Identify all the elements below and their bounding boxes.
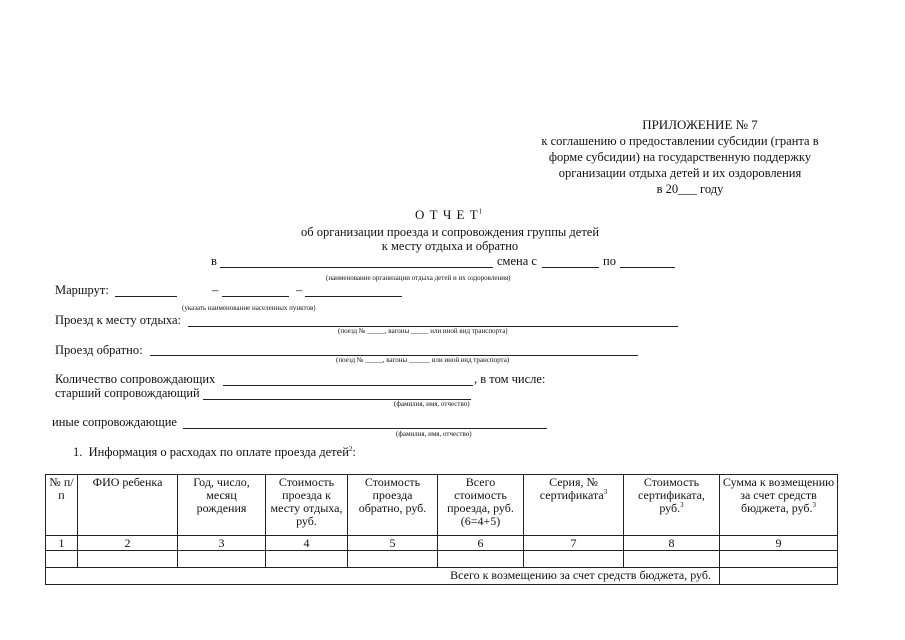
report-title xyxy=(415,208,483,222)
total-value-cell[interactable] xyxy=(720,568,838,585)
column-number: 4 xyxy=(266,536,348,551)
column-number: 1 xyxy=(46,536,78,551)
header-footnote: 3 xyxy=(680,501,684,509)
header-text: Год, число, месяц рождения xyxy=(193,475,250,515)
organization-field[interactable] xyxy=(220,267,493,268)
escort-count-field[interactable] xyxy=(223,385,473,386)
section-1-footnote: 2 xyxy=(348,444,353,453)
appendix-header xyxy=(520,117,840,197)
trip-to-hint: (поезд № _____, вагоны _____ или иной вид транспорта) xyxy=(338,327,508,335)
header-text: Всего стоимость проезда, руб. (6=4+5) xyxy=(447,475,514,528)
section-1-text: Информация о расходах по оплате проезда детей xyxy=(88,445,349,459)
column-number: 6 xyxy=(438,536,524,551)
header-cell xyxy=(78,475,178,536)
table-header-row xyxy=(46,475,838,536)
in-label: в xyxy=(211,254,217,268)
header-text: Серия, № сертификата xyxy=(539,475,604,502)
shift-from-field[interactable] xyxy=(542,267,599,268)
header-cell xyxy=(720,475,838,536)
table-cell[interactable] xyxy=(78,551,178,568)
table-cell[interactable] xyxy=(438,551,524,568)
header-text: Стоимость проезда к месту отдыха, руб. xyxy=(270,475,343,528)
shift-to-label: по xyxy=(603,254,616,268)
header-cell xyxy=(348,475,438,536)
table-row xyxy=(46,551,838,568)
table-cell[interactable] xyxy=(178,551,266,568)
section-1-suffix: : xyxy=(352,445,356,459)
table-cell[interactable] xyxy=(46,551,78,568)
route-point-2-field[interactable] xyxy=(222,296,289,297)
report-title-footnote: 1 xyxy=(478,207,484,216)
route-dash-2: – xyxy=(296,283,303,297)
appendix-line-4: в 20___ году xyxy=(656,182,724,196)
report-subtitle-1: об организации проезда и сопровождения группы детей xyxy=(300,225,600,239)
shift-to-field[interactable] xyxy=(620,267,675,268)
table-cell[interactable] xyxy=(524,551,624,568)
appendix-number: ПРИЛОЖЕНИЕ № 7 xyxy=(642,117,758,132)
senior-escort-hint: (фамилия, имя, отчество) xyxy=(394,400,470,408)
trip-back-label: Проезд обратно: xyxy=(55,343,143,357)
column-number: 2 xyxy=(78,536,178,551)
table-cell[interactable] xyxy=(266,551,348,568)
report-subtitle-2: к месту отдыха и обратно xyxy=(381,239,519,253)
escort-count-label: Количество сопровождающих xyxy=(55,372,216,386)
table-cell[interactable] xyxy=(624,551,720,568)
column-number: 7 xyxy=(524,536,624,551)
shift-label: смена с xyxy=(497,254,537,268)
route-point-3-field[interactable] xyxy=(305,296,402,297)
header-cell xyxy=(266,475,348,536)
other-escort-field[interactable] xyxy=(183,428,547,429)
column-number: 9 xyxy=(720,536,838,551)
route-label: Маршрут: xyxy=(55,283,109,297)
route-point-1-field[interactable] xyxy=(115,296,177,297)
table-cell[interactable] xyxy=(720,551,838,568)
section-1-heading xyxy=(73,445,356,459)
total-label: Всего к возмещению за счет средств бюджета, руб. xyxy=(46,568,720,585)
column-number: 8 xyxy=(624,536,720,551)
table-number-row xyxy=(46,536,838,551)
trip-back-hint: (поезд № _____, вагоны ______ или иной вид транспорта) xyxy=(336,356,510,364)
header-cell xyxy=(624,475,720,536)
header-footnote: 3 xyxy=(603,488,608,496)
trip-to-label: Проезд к месту отдыха: xyxy=(55,313,182,327)
senior-escort-label: старший сопровождающий xyxy=(55,386,200,400)
organization-hint: (наименование организации отдыха детей и их оздоровления) xyxy=(326,274,511,282)
column-number: 3 xyxy=(178,536,266,551)
header-cell xyxy=(524,475,624,536)
header-text: ФИО ребенка xyxy=(92,475,163,489)
header-text: Стоимость проезда обратно, руб. xyxy=(358,475,427,515)
appendix-line-2: форме субсидии) на государственную поддержку xyxy=(548,150,812,164)
escort-count-suffix: , в том числе: xyxy=(474,372,546,386)
table-cell[interactable] xyxy=(348,551,438,568)
route-hint: (указать наименование населенных пунктов) xyxy=(182,304,316,312)
column-number: 5 xyxy=(348,536,438,551)
section-1-number: 1. xyxy=(73,445,83,459)
header-text: Стоимость сертификата, руб. xyxy=(638,475,705,515)
route-dash-1: – xyxy=(212,283,219,297)
other-escort-label: иные сопровождающие xyxy=(52,415,177,429)
report-title-text: О Т Ч Е Т xyxy=(415,207,479,222)
header-text: № п/п xyxy=(49,475,74,502)
other-escort-hint: (фамилия, имя, отчество) xyxy=(396,430,472,438)
appendix-line-3: организации отдыха детей и их оздоровления xyxy=(558,166,802,180)
header-footnote: 3 xyxy=(812,501,817,509)
header-cell xyxy=(438,475,524,536)
expenses-table xyxy=(45,474,838,585)
appendix-line-1: к соглашению о предоставлении субсидии (гранта в xyxy=(541,134,819,148)
header-cell xyxy=(46,475,78,536)
table-total-row xyxy=(46,568,838,585)
header-cell xyxy=(178,475,266,536)
header-text: Сумма к возмещению за счет средств бюджета, руб. xyxy=(722,475,835,515)
